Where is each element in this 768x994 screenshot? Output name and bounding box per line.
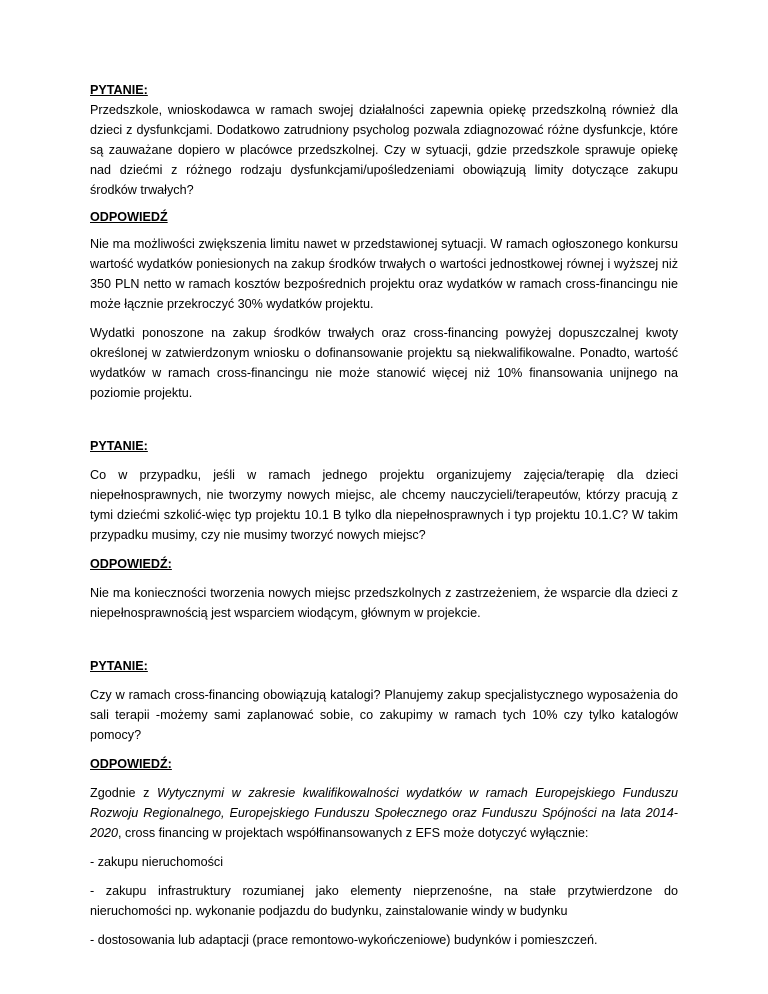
question-heading: PYTANIE: [90, 439, 148, 453]
answer-paragraph [90, 783, 678, 843]
answer-paragraph: Nie ma możliwości zwiększenia limitu nawet w przedstawionej sytuacji. W ramach ogłoszonego konkursu wartość wydatków poniesionych na zakup środków trwałych o wartości jednostkowej równej i wyższej niż 350 PLN netto w ramach kosztów bezpośrednich projektu oraz wydatków w ramach cross-financingu nie może łącznie przekroczyć 30% wydatków projektu. [90, 237, 678, 311]
question-text: Czy w ramach cross-financing obowiązują katalogi? Planujemy zakup specjalistycznego wyposażenia do sali terapii -możemy sami zaplanować sobie, co zakupimy w ramach tych 10% czy tylko katalogów pomocy? [90, 688, 678, 742]
document-page [90, 80, 678, 950]
answer-intro-before: Zgodnie z [90, 786, 157, 800]
list-item: - zakupu infrastruktury rozumianej jako elementy nieprzenośne, na stałe przytwierdzone do nieruchomości np. wykonanie podjazdu do budynku, zainstalowanie windy w budynku [90, 884, 678, 918]
answer-intro-after: , cross financing w projektach współfinansowanych z EFS może dotyczyć wyłącznie: [118, 826, 589, 840]
list-item: - dostosowania lub adaptacji (prace remontowo-wykończeniowe) budynków i pomieszczeń. [90, 933, 598, 947]
guidelines-title: Wytycznymi w zakresie kwalifikowalności wydatków w ramach Europejskiego Funduszu Rozwoju Regionalnego, Europejskiego Funduszu Społecznego oraz Funduszu Spójności na lata 2014-2020 [90, 786, 678, 840]
list-item: - zakupu nieruchomości [90, 855, 223, 869]
question-heading: PYTANIE: [90, 659, 148, 673]
answer-heading: ODPOWIEDŹ: [90, 757, 172, 771]
question-heading: PYTANIE: [90, 83, 148, 97]
question-text: Co w przypadku, jeśli w ramach jednego projektu organizujemy zajęcia/terapię dla dzieci niepełnosprawnych, nie tworzymy nowych miejsc, ale chcemy nauczycieli/terapeutów, którzy pracują z tymi dziećmi szkolić-więc typ projektu 10.1 B tylko dla niepełnosprawnych i typ projektu 10.1.C? W takim przypadku musimy, czy nie musimy tworzyć nowych miejsc? [90, 468, 678, 542]
question-text: Przedszkole, wnioskodawca w ramach swojej działalności zapewnia opiekę przedszkolną również dla dzieci z dysfunkcjami. Dodatkowo zatrudniony psycholog pozwala zdiagnozować różne dysfunkcje, które są zauważane dopiero w placówce przedszkolnej. Czy w sytuacji, gdzie przedszkole sprawuje opiekę nad dziećmi z różnego rodzaju dysfunkcjami/upośledzeniami obowiązują limity dotyczące zakupu środków trwałych? [90, 103, 678, 197]
answer-heading: ODPOWIEDŹ [90, 210, 168, 224]
answer-heading: ODPOWIEDŹ: [90, 557, 172, 571]
answer-paragraph: Wydatki ponoszone na zakup środków trwałych oraz cross-financing powyżej dopuszczalnej kwoty określonej w zatwierdzonym wniosku o dofinansowanie projektu są niekwalifikowalne. Ponadto, wartość wydatków w ramach cross-financingu nie może stanowić więcej niż 10% finansowania unijnego na poziomie projektu. [90, 326, 678, 400]
answer-paragraph: Nie ma konieczności tworzenia nowych miejsc przedszkolnych z zastrzeżeniem, że wsparcie dla dzieci z niepełnosprawnością jest wsparciem wiodącym, głównym w projekcie. [90, 586, 678, 620]
